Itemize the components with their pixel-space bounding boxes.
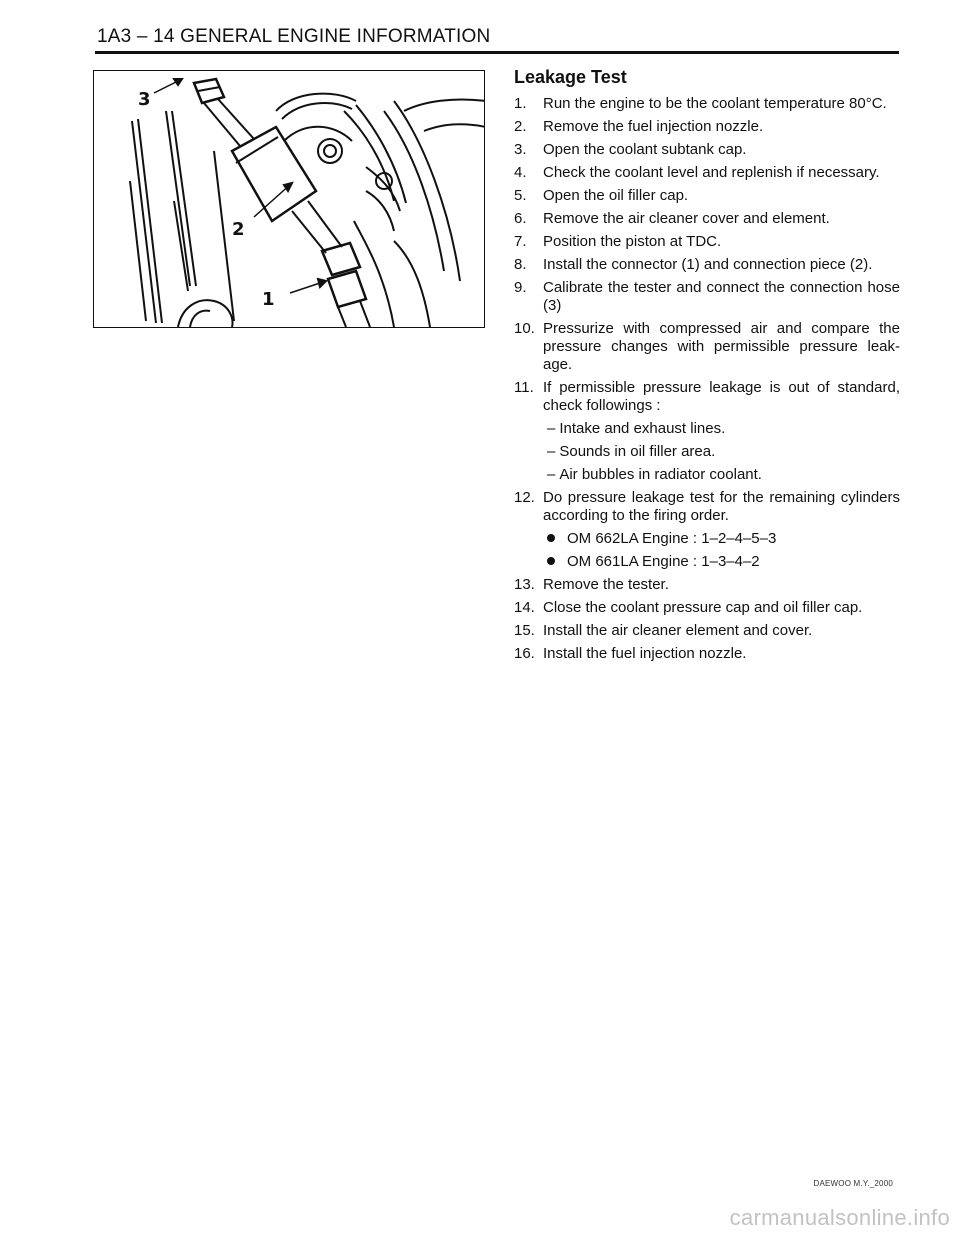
step-text: Install the connector (1) and connection piece (2). bbox=[543, 256, 873, 273]
step-text: Install the air cleaner element and cover. bbox=[543, 622, 813, 639]
step-number: 14. bbox=[514, 599, 535, 616]
step-item bbox=[514, 489, 900, 571]
check-item-text: Air bubbles in radiator coolant. bbox=[559, 466, 762, 483]
bullet-icon bbox=[547, 557, 555, 565]
step-item bbox=[514, 95, 900, 113]
step-item bbox=[514, 256, 900, 274]
step-item bbox=[514, 379, 900, 484]
step-number: 2. bbox=[514, 118, 527, 135]
check-item-text: Intake and exhaust lines. bbox=[559, 420, 726, 437]
dash-marker: – bbox=[547, 420, 556, 437]
check-list bbox=[543, 420, 900, 484]
step-text: Remove the tester. bbox=[543, 576, 669, 593]
step-item bbox=[514, 210, 900, 228]
step-number: 15. bbox=[514, 622, 535, 639]
step-text: Pressurize with compressed air and compare the pressure changes with permissible pressure leak-age. bbox=[543, 320, 900, 373]
procedure-content bbox=[514, 66, 900, 668]
step-number: 4. bbox=[514, 164, 527, 181]
check-item bbox=[543, 420, 900, 438]
step-item bbox=[514, 599, 900, 617]
leakage-tester-figure bbox=[93, 70, 485, 328]
step-text: Position the piston at TDC. bbox=[543, 233, 722, 250]
step-text: Install the fuel injection nozzle. bbox=[543, 645, 747, 662]
bullet-icon bbox=[547, 534, 555, 542]
step-text: Calibrate the tester and connect the connection hose (3) bbox=[543, 279, 900, 314]
step-text: Check the coolant level and replenish if necessary. bbox=[543, 164, 880, 181]
step-number: 16. bbox=[514, 645, 535, 662]
dash-marker: – bbox=[547, 443, 556, 460]
step-number: 11. bbox=[514, 379, 534, 396]
firing-order-text: OM 662LA Engine : 1–2–4–5–3 bbox=[567, 530, 777, 547]
step-item bbox=[514, 576, 900, 594]
step-text: Close the coolant pressure cap and oil filler cap. bbox=[543, 599, 863, 616]
step-number: 10. bbox=[514, 320, 535, 337]
step-item bbox=[514, 279, 900, 315]
step-text: Run the engine to be the coolant temperature 80°C. bbox=[543, 95, 887, 112]
step-item bbox=[514, 622, 900, 640]
step-number: 6. bbox=[514, 210, 527, 227]
step-number: 9. bbox=[514, 279, 527, 296]
callout-2: 2 bbox=[232, 219, 245, 240]
check-item bbox=[543, 466, 900, 484]
step-text: If permissible pressure leakage is out of standard, check followings : bbox=[543, 379, 900, 414]
step-number: 5. bbox=[514, 187, 527, 204]
step-item bbox=[514, 233, 900, 251]
step-text: Remove the fuel injection nozzle. bbox=[543, 118, 764, 135]
header-rule bbox=[95, 51, 899, 54]
firing-order-item bbox=[543, 530, 900, 548]
firing-order-text: OM 661LA Engine : 1–3–4–2 bbox=[567, 553, 760, 570]
step-item bbox=[514, 141, 900, 159]
firing-order-list bbox=[543, 530, 900, 571]
page-header-title: 1A3 – 14 GENERAL ENGINE INFORMATION bbox=[97, 26, 491, 47]
step-text: Do pressure leakage test for the remaining cylinders according to the firing order. bbox=[543, 489, 900, 524]
check-item-text: Sounds in oil filler area. bbox=[559, 443, 716, 460]
procedure-steps bbox=[514, 95, 900, 663]
step-item bbox=[514, 164, 900, 182]
step-item bbox=[514, 118, 900, 136]
step-item bbox=[514, 320, 900, 374]
section-title: Leakage Test bbox=[514, 67, 627, 87]
dash-marker: – bbox=[547, 466, 556, 483]
callout-1: 1 bbox=[262, 289, 275, 310]
step-item bbox=[514, 645, 900, 663]
watermark-text: carmanualsonline.info bbox=[729, 1205, 950, 1230]
step-number: 1. bbox=[514, 95, 527, 112]
step-text: Open the oil filler cap. bbox=[543, 187, 689, 204]
leakage-tester-diagram-icon bbox=[94, 71, 485, 328]
step-number: 3. bbox=[514, 141, 527, 158]
step-number: 13. bbox=[514, 576, 535, 593]
footer-code: DAEWOO M.Y._2000 bbox=[813, 1179, 893, 1188]
check-item bbox=[543, 443, 900, 461]
callout-3: 3 bbox=[138, 89, 151, 110]
step-text: Open the coolant subtank cap. bbox=[543, 141, 747, 158]
firing-order-item bbox=[543, 553, 900, 571]
step-item bbox=[514, 187, 900, 205]
step-text: Remove the air cleaner cover and element. bbox=[543, 210, 830, 227]
step-number: 12. bbox=[514, 489, 535, 506]
step-number: 8. bbox=[514, 256, 527, 273]
step-number: 7. bbox=[514, 233, 527, 250]
